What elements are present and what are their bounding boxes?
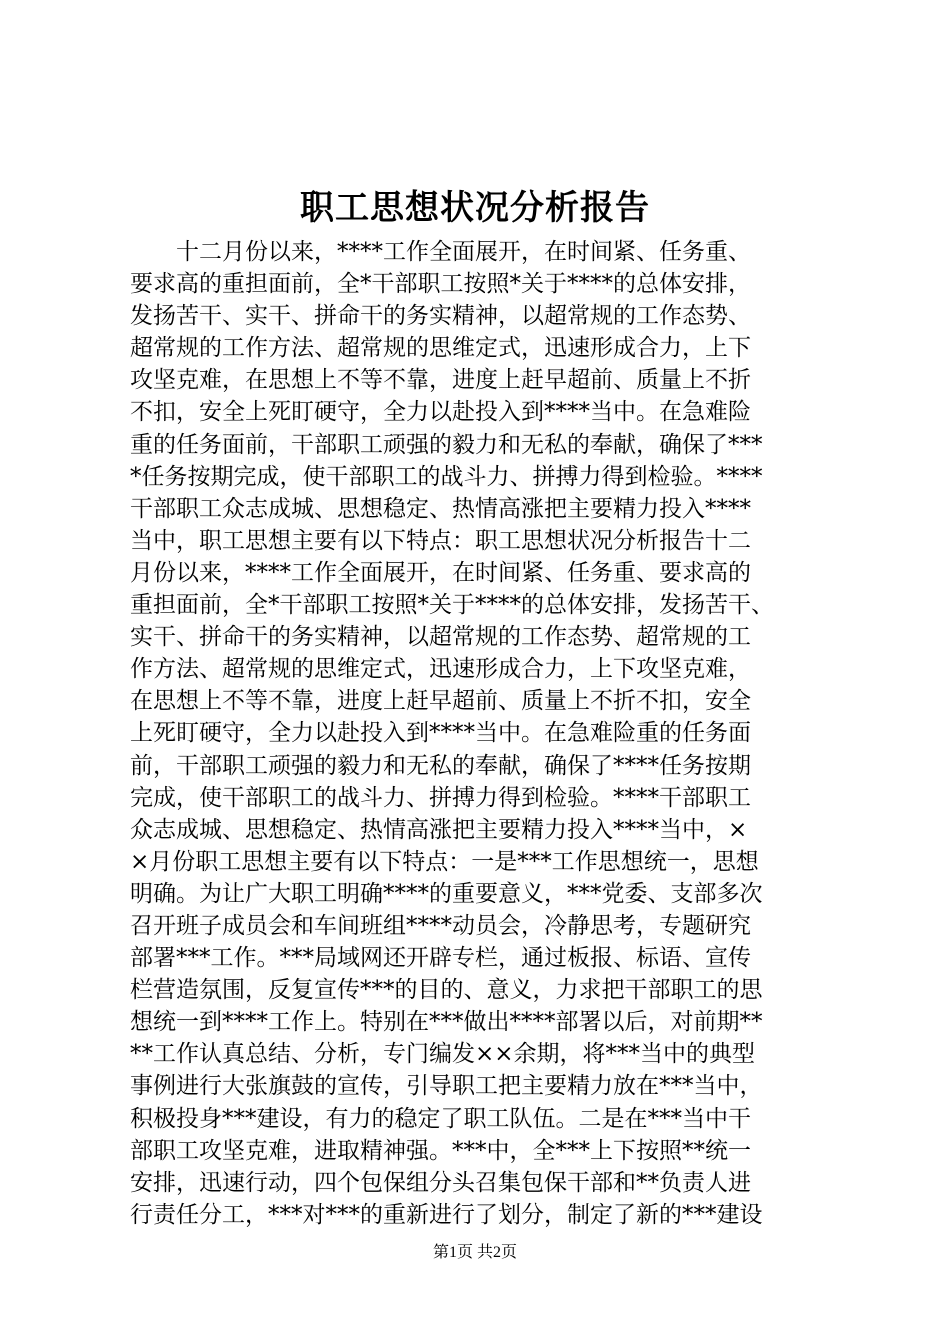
body-text-line: **工作认真总结、分析，专门编发××余期，将***当中的典型: [130, 1041, 756, 1068]
body-text-line: 重的任务面前，干部职工顽强的毅力和无私的奉献，确保了***: [130, 431, 763, 458]
body-text-line: 不扣，安全上死盯硬守，全力以赴投入到****当中。在急难险: [130, 399, 751, 426]
body-text-line: ×月份职工思想主要有以下特点：一是***工作思想统一，思想: [130, 848, 759, 875]
body-text-line: 事例进行大张旗鼓的宣传，引导职工把主要精力放在***当中，: [130, 1073, 763, 1100]
body-text-line: 月份以来，****工作全面展开，在时间紧、任务重、要求高的: [130, 559, 751, 586]
body-text-line: 明确。为让广大职工明确****的重要意义，***党委、支部多次: [130, 880, 763, 907]
document-title: 职工思想状况分析报告: [300, 188, 650, 228]
body-text-line: 上死盯硬守，全力以赴投入到****当中。在急难险重的任务面: [130, 720, 751, 747]
body-text-line: 栏营造氛围，反复宣传***的目的、意义，力求把干部职工的思: [130, 977, 763, 1004]
body-text-line: 重担面前，全*干部职工按照*关于****的总体安排，发扬苦干、: [130, 592, 774, 619]
body-text-line: 发扬苦干、实干、拼命干的务实精神，以超常规的工作态势、: [130, 303, 751, 330]
document-body: [130, 236, 830, 1231]
body-text-line: 超常规的工作方法、超常规的思维定式，迅速形成合力，上下: [130, 335, 751, 362]
body-text-line: 十二月份以来，****工作全面展开，在时间紧、任务重、: [176, 239, 751, 265]
body-text-line: *任务按期完成，使干部职工的战斗力、拼搏力得到检验。****: [130, 463, 763, 490]
body-text-line: 召开班子成员会和车间班组****动员会，冷静思考，专题研究: [130, 912, 751, 939]
body-text-line: 要求高的重担面前，全*干部职工按照*关于****的总体安排，: [130, 271, 751, 298]
body-text-line: 积极投身***建设，有力的稳定了职工队伍。二是在***当中干: [130, 1105, 751, 1132]
body-text-line: 作方法、超常规的思维定式，迅速形成合力，上下攻坚克难，: [130, 656, 751, 683]
body-text-line: 行责任分工，***对***的重新进行了划分，制定了新的***建设: [130, 1201, 763, 1228]
body-text-line: 实干、拼命干的务实精神，以超常规的工作态势、超常规的工: [130, 624, 751, 651]
body-text-line: 安排，迅速行动，四个包保组分头召集包保干部和**负责人进: [130, 1169, 751, 1196]
body-text-line: 当中，职工思想主要有以下特点：职工思想状况分析报告十二: [130, 527, 751, 554]
body-text-line: 攻坚克难，在思想上不等不靠，进度上赶早超前、质量上不折: [130, 367, 751, 394]
body-text-line: 部署***工作。***局域网还开辟专栏，通过板报、标语、宣传: [130, 945, 751, 972]
body-text-line: 完成，使干部职工的战斗力、拼搏力得到检验。****干部职工: [130, 784, 751, 811]
body-text-line: 干部职工众志成城、思想稳定、热情高涨把主要精力投入****: [130, 495, 751, 522]
body-text-line: 部职工攻坚克难，进取精神强。***中，全***上下按照**统一: [130, 1137, 751, 1164]
page-number-footer: 第1页 共2页: [432, 1244, 517, 1261]
body-text-line: 前，干部职工顽强的毅力和无私的奉献，确保了****任务按期: [130, 752, 751, 779]
body-text-line: 众志成城、思想稳定、热情高涨把主要精力投入****当中，×: [130, 816, 748, 843]
body-text-line: 在思想上不等不靠，进度上赶早超前、质量上不折不扣，安全: [130, 688, 751, 715]
body-text-line: 想统一到****工作上。特别在***做出****部署以后，对前期**: [130, 1009, 763, 1036]
